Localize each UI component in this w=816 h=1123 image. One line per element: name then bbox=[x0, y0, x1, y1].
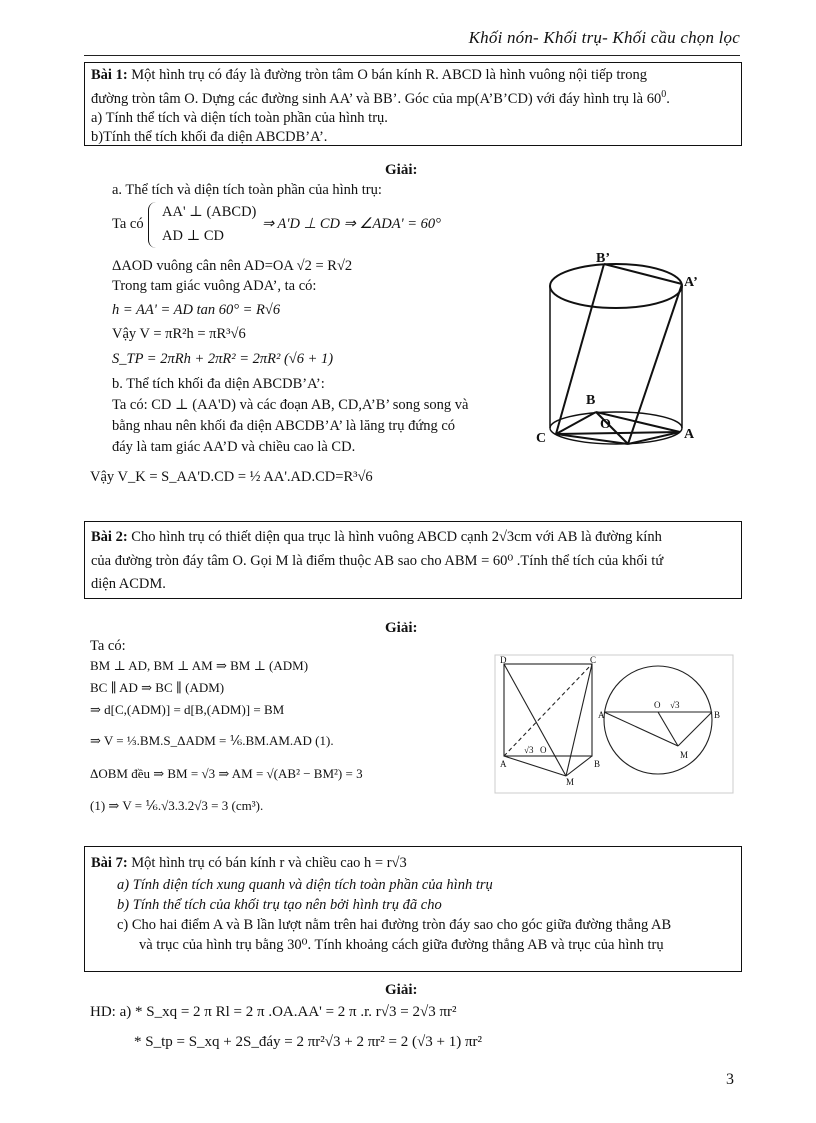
solution-1-b-heading: b. Thể tích khối đa diện ABCDB’A’: bbox=[112, 376, 325, 392]
solution-2-line-6: (1) ⇒ V = ⅙.√3.3.2√3 = 3 (cm³). bbox=[90, 798, 264, 813]
label-a: A bbox=[684, 427, 695, 442]
solution-7-title: Giải: bbox=[385, 982, 418, 998]
problem-1-degree: 0 bbox=[661, 89, 667, 100]
problem-1-part-b: b)Tính thể tích khối đa diện ABCDB’A’. bbox=[91, 128, 328, 145]
solution-1-vk: Vậy V_K = S_AA'D.CD = ½ AA'.AD.CD=R³√6 bbox=[90, 469, 373, 485]
chord-b-m bbox=[678, 712, 712, 746]
problem-7-part-c-line-2: và trục của hình trụ bằng 30⁰. Tính khoảng cách giữa đường thẳng AB và trục của hình trụ bbox=[139, 937, 664, 953]
fig2-label-sqrt3: √3 bbox=[524, 745, 534, 755]
fig2-circle-label-o: O bbox=[654, 700, 661, 710]
fig2-label-o: O bbox=[540, 745, 547, 755]
solution-1-system-line-1: AA' ⊥ (ABCD) bbox=[162, 204, 257, 220]
label-o: O bbox=[600, 417, 611, 432]
page-number: 3 bbox=[726, 1071, 734, 1088]
fig2-circle-label-b: B bbox=[714, 710, 721, 720]
problem-7-label: Bài 7: bbox=[91, 855, 128, 871]
problem-7-text: Một hình trụ có bán kính r và chiều cao h = r√3 bbox=[131, 855, 407, 871]
solution-2-title: Giải: bbox=[385, 620, 418, 636]
cylinder-figure bbox=[532, 248, 722, 448]
solution-1-b-line-3: đáy là tam giác AA’D và chiều cao là CD. bbox=[112, 439, 356, 455]
solution-2-line-5: ΔOBM đều ⇒ BM = √3 ⇒ AM = √(AB² − BM²) = 3 bbox=[90, 766, 363, 781]
solution-2-line-1: BM ⊥ AD, BM ⊥ AM ⇒ BM ⊥ (ADM) bbox=[90, 658, 309, 673]
solution-1-stp: S_TP = 2πRh + 2πR² = 2πR² (√6 + 1) bbox=[112, 351, 334, 367]
problem-1-period: . bbox=[666, 90, 670, 107]
problem-2-box bbox=[84, 521, 742, 599]
fig2-circle-label-sqrt3: √3 bbox=[670, 700, 680, 710]
problem-1-text-1: Một hình trụ có đáy là đường tròn tâm O bán kính R. ABCD là hình vuông nội tiếp trong bbox=[131, 67, 648, 83]
edge-c-b1 bbox=[556, 264, 604, 434]
label-b-prime: B’ bbox=[596, 251, 610, 266]
solution-1-implication: ⇒ A'D ⊥ CD ⇒ ∠ADA' = 60° bbox=[262, 216, 441, 232]
solution-1-b-line-1: Ta có: CD ⊥ (AA'D) và các đoạn AB, CD,A’B’ song song và bbox=[112, 397, 469, 413]
solution-1-aod: ΔAOD vuông cân nên AD=OA √2 = R√2 bbox=[112, 258, 353, 274]
problem-7-part-c-line-1: c) Cho hai điểm A và B lần lượt nằm trên hai đường tròn đáy sao cho góc giữa đường thẳng AB bbox=[117, 917, 672, 933]
solution-1-system-line-2: AD ⊥ CD bbox=[162, 228, 224, 244]
fig2-label-b: B bbox=[594, 759, 601, 769]
top-ellipse bbox=[550, 264, 682, 308]
cylinder-section-figure bbox=[494, 654, 734, 794]
label-a-prime: A’ bbox=[684, 275, 698, 290]
line-a-c bbox=[504, 664, 592, 756]
solution-1-trong: Trong tam giác vuông ADA’, ta có: bbox=[112, 278, 317, 294]
problem-7-part-a: a) Tính diện tích xung quanh và diện tích toàn phần của hình trụ bbox=[117, 877, 493, 893]
problem-2-text-1: Cho hình trụ có thiết diện qua trục là hình vuông ABCD cạnh 2√3cm với AB là đường kính bbox=[131, 529, 662, 545]
fig2-label-d: D bbox=[500, 655, 507, 665]
solution-1-volume: Vậy V = πR²h = πR³√6 bbox=[112, 326, 246, 342]
fig2-circle-label-m: M bbox=[680, 750, 689, 760]
edge-d-a bbox=[628, 432, 680, 444]
label-c: C bbox=[536, 431, 547, 446]
problem-1-label: Bài 1: bbox=[91, 67, 128, 83]
system-brace bbox=[148, 202, 159, 248]
solution-2-taco: Ta có: bbox=[90, 638, 126, 654]
problem-7-part-b: b) Tính thể tích của khối trụ tạo nên bởi hình trụ đã cho bbox=[117, 897, 442, 913]
fig2-label-c: C bbox=[590, 655, 597, 665]
problem-1-text-2: đường tròn tâm O. Dựng các đường sinh AA’ và BB’. Góc của mp(A’B’CD) với đáy hình trụ là 60 bbox=[91, 90, 662, 107]
problem-1-box bbox=[84, 62, 742, 146]
solution-2-line-4: ⇒ V = ⅓.BM.S_ΔADM = ⅙.BM.AM.AD (1). bbox=[90, 733, 334, 748]
solution-1-b-line-2: bằng nhau nên khối đa diện ABCDB’A’ là lăng trụ đứng có bbox=[112, 418, 456, 434]
fig2-label-m: M bbox=[566, 777, 575, 787]
solution-2-line-2: BC ∥ AD ⇒ BC ∥ (ADM) bbox=[90, 680, 225, 695]
solution-7-line-2: * S_tp = S_xq + 2S_đáy = 2 πr²√3 + 2 πr² = 2 (√3 + 1) πr² bbox=[134, 1034, 483, 1050]
label-b: B bbox=[586, 393, 596, 408]
solution-1-taco: Ta có bbox=[112, 216, 144, 232]
problem-7-box bbox=[84, 846, 742, 972]
solution-7-line-1: HD: a) * S_xq = 2 π Rl = 2 π .OA.AA' = 2 π .r. r√3 = 2√3 πr² bbox=[90, 1004, 457, 1020]
problem-1-part-a: a) Tính thể tích và diện tích toàn phần của hình trụ. bbox=[91, 109, 388, 126]
problem-2-text-3: diện ACDM. bbox=[91, 576, 166, 592]
fig2-circle-label-a: A bbox=[598, 710, 605, 720]
solution-1-a-heading: a. Thể tích và diện tích toàn phần của hình trụ: bbox=[112, 182, 382, 198]
problem-2-label: Bài 2: bbox=[91, 529, 128, 545]
solution-1-h: h = AA' = AD tan 60° = R√6 bbox=[112, 302, 281, 318]
solution-2-line-3: ⇒ d[C,(ADM)] = d[B,(ADM)] = BM bbox=[90, 702, 285, 717]
solution-1-title: Giải: bbox=[385, 162, 418, 178]
page-header-title: Khối nón- Khối trụ- Khối cầu chọn lọc bbox=[468, 28, 740, 47]
fig2-label-a: A bbox=[500, 759, 507, 769]
header-divider bbox=[84, 55, 740, 56]
problem-2-text-2: của đường tròn đáy tâm O. Gọi M là điểm thuộc AB sao cho ABM = 60⁰ .Tính thể tích của khối tứ bbox=[91, 553, 664, 569]
chord-a-m bbox=[604, 712, 678, 746]
